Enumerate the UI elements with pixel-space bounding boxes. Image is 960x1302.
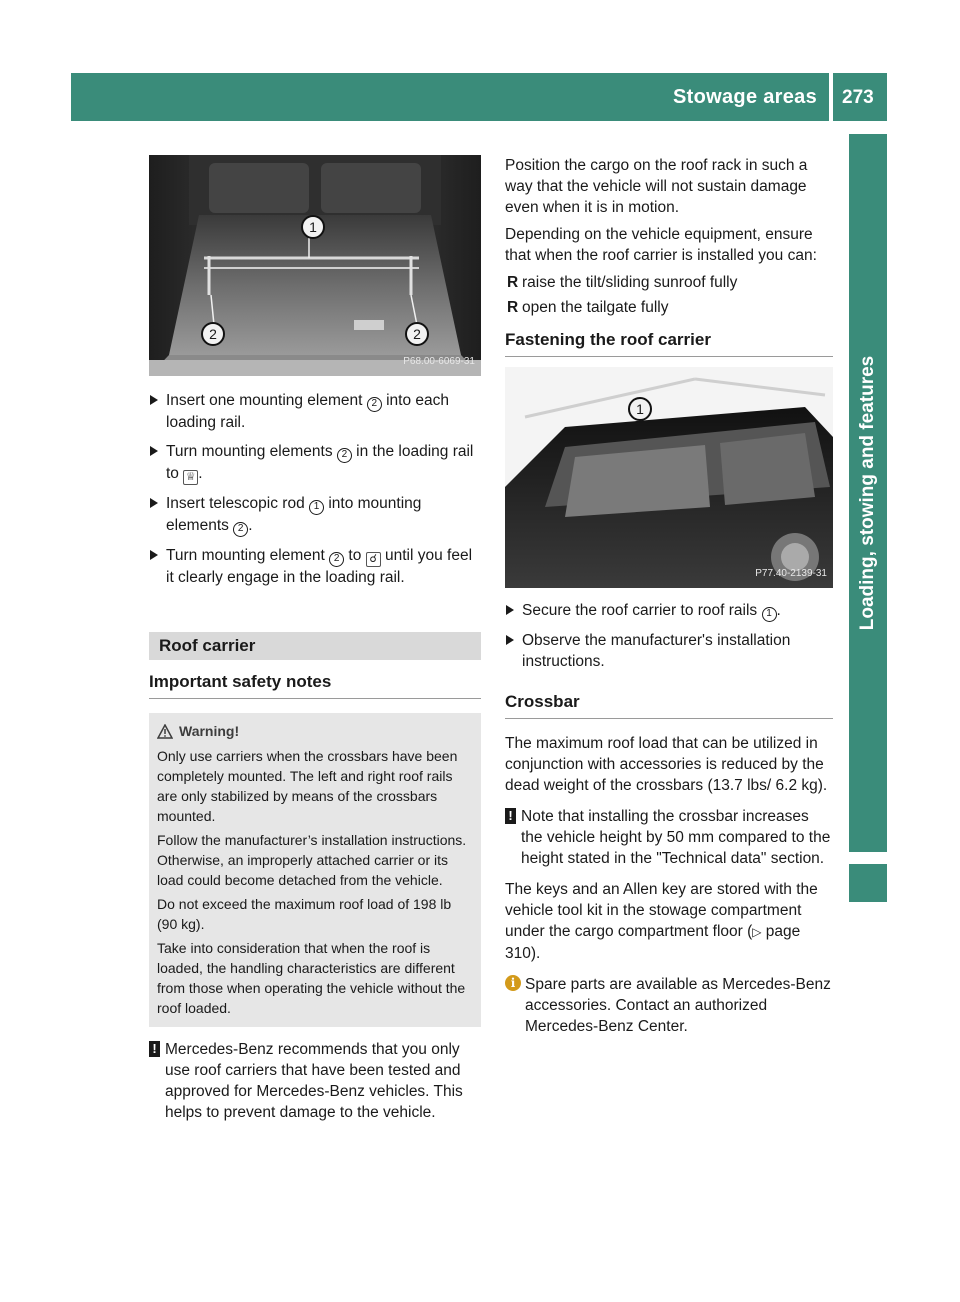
step-arrow-icon — [150, 550, 158, 560]
warning-title: Warning! — [157, 721, 471, 741]
step-secure-roof-carrier: Secure the roof carrier to roof rails 1 . — [505, 600, 833, 622]
page-ref-arrow-icon: ▷ — [752, 925, 762, 939]
caution-note: ! Mercedes-Benz recommends that you only use roof carriers that have been tested and approved for Mercedes-Benz vehicles. This helps to prevent damage to the vehicle. — [149, 1039, 481, 1123]
exclamation-icon: ! — [149, 1041, 160, 1057]
unlock-position-icon: ♕ — [183, 470, 198, 485]
header-separator — [829, 73, 833, 121]
lock-icon: ☌ — [366, 552, 381, 567]
callout-1: 1 — [628, 397, 652, 421]
step-turn-mounting-elements: Turn mounting elements 2 in the loading rail to ♕ . — [149, 441, 481, 485]
step-arrow-icon — [506, 635, 514, 645]
chapter-tab-label: Loading, stowing and features — [857, 355, 878, 631]
intro-paragraph-2: Depending on the vehicle equipment, ensure that when the roof carrier is installed you can: — [505, 226, 817, 264]
step-observe-instructions: Observe the manufacturer's installation instructions. — [505, 630, 833, 672]
step-turn-to-lock: Turn mounting element 2 to ☌ until you feel it clearly engage in the loading rail. — [149, 545, 481, 588]
roof-rails-figure — [505, 367, 833, 588]
warning-paragraph: Only use carriers when the crossbars have been completely mounted. The left and right roof rails are only stabilized by means of the crossbars mounted. — [157, 748, 458, 824]
chapter-tab-marker — [849, 864, 887, 902]
step-arrow-icon — [506, 605, 514, 615]
callout-2-left: 2 — [201, 322, 225, 346]
roof-carrier-heading: Roof carrier — [149, 632, 481, 660]
bullet-item: R raise the tilt/sliding sunroof fully — [507, 274, 738, 291]
vehicle-roof-illustration — [505, 367, 833, 588]
safety-notes-heading: Important safety notes — [149, 670, 481, 699]
ref-1: 1 — [309, 500, 324, 515]
crossbar-heading: Crossbar — [505, 690, 833, 719]
exclamation-icon: ! — [505, 808, 516, 824]
ref-1: 1 — [762, 607, 777, 622]
callout-1: 1 — [301, 215, 325, 239]
chapter-tab-label-wrap — [849, 134, 887, 852]
figure-code: P68.00-6069-31 — [403, 356, 475, 367]
keys-paragraph: The keys and an Allen key are stored with the vehicle tool kit in the stowage compartment under the cargo compartment floor (▷ page 310). — [505, 881, 818, 962]
cargo-compartment-illustration — [149, 155, 481, 376]
info-note: i Spare parts are available as Mercedes-Benz accessories. Contact an authorized Mercedes-Benz Center. — [505, 974, 833, 1037]
section-title: Stowage areas — [673, 86, 817, 108]
crossbar-paragraph: The maximum roof load that can be utilized in conjunction with accessories is reduced by the dead weight of the crossbars (13.7 lbs/ 6.2 kg). — [505, 735, 828, 794]
warning-triangle-icon — [157, 724, 173, 739]
warning-paragraph: Follow the manufacturer’s installation instructions. Otherwise, an improperly attached carrier or its load could become detached from the vehicle. — [157, 832, 467, 888]
callout-2-right: 2 — [405, 322, 429, 346]
intro-paragraph-1: Position the cargo on the roof rack in such a way that the vehicle will not sustain damage even when it is in motion. — [505, 157, 808, 216]
ref-2: 2 — [233, 522, 248, 537]
figure-code: P77.40-2139-31 — [755, 568, 827, 579]
ref-2: 2 — [329, 552, 344, 567]
step-insert-mounting-element: Insert one mounting element 2 into each loading rail. — [149, 390, 481, 433]
step-arrow-icon — [150, 446, 158, 456]
fastening-heading: Fastening the roof carrier — [505, 328, 833, 357]
ref-2: 2 — [367, 397, 382, 412]
page-number: 273 — [842, 87, 874, 108]
warning-box — [149, 713, 481, 1027]
right-column — [505, 155, 833, 1037]
left-column — [149, 155, 481, 1123]
crossbar-note: ! Note that installing the crossbar increases the vehicle height by 50 mm compared to the height stated in the "Technical data" section. — [505, 806, 833, 869]
ref-2: 2 — [337, 448, 352, 463]
step-arrow-icon — [150, 498, 158, 508]
warning-paragraph: Do not exceed the maximum roof load of 198 lb (90 kg). — [157, 896, 452, 932]
page-ref-link[interactable]: page 310). — [505, 923, 801, 962]
info-icon: i — [505, 975, 521, 991]
step-arrow-icon — [150, 395, 158, 405]
warning-paragraph: Take into consideration that when the roof is loaded, the handling characteristics are different from those when operating the vehicle without the roof loaded. — [157, 940, 466, 1016]
bullet-item: R open the tailgate fully — [507, 299, 669, 316]
cargo-compartment-figure — [149, 155, 481, 376]
step-insert-telescopic-rod: Insert telescopic rod 1 into mounting elements 2 . — [149, 493, 481, 537]
